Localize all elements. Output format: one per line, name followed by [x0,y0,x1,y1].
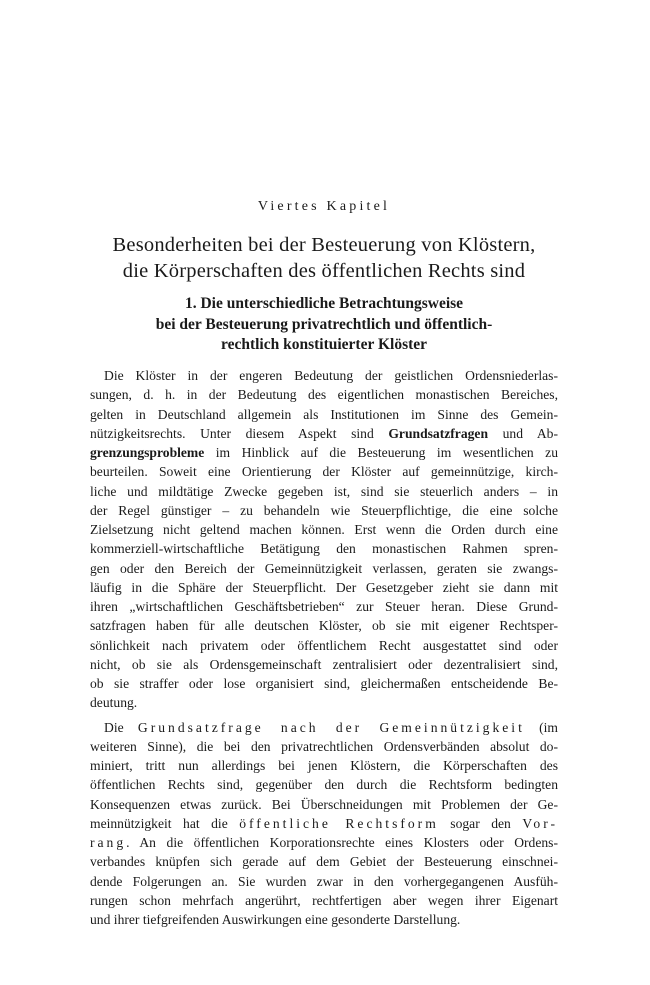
text-line [90,443,558,462]
chapter-label: Viertes Kapitel [257,199,391,214]
text-line: Zielsetzung nicht geltend machen können. Erst wenn die Orden durch eine [90,522,558,537]
text-line: läufig in die Sphäre der Steuerpflicht. Der Gesetzgeber zieht sie dann mit [90,579,558,595]
text-fragment: Die [104,719,138,735]
text-line: nicht, ob sie als Ordensgemeinschaft zentralisiert oder dezentralisiert sind, [90,656,558,672]
spaced-term: öffentliche Rechtsform [239,815,439,831]
text-line: satzfragen haben für alle deutschen Klöster, ob sie mit eigener Rechtsper- [90,618,558,634]
bold-term: Grundsatzfragen [388,425,489,441]
text-line: ihren „wirtschaftlichen Geschäftsbetrieben“ zur Steuer heran. Diese Grund- [90,599,558,614]
text-line: beurteilen. Soweit eine Orientierung der Klöster auf gemeinnützige, kirch- [90,464,558,480]
text-fragment: sogar den [438,815,523,831]
text-line: und ihrer tiefgreifenden Auswirkungen eine gesonderte Darstellung. [90,912,461,927]
spaced-term: rang [90,835,127,850]
section-heading-line: rechtlich konstituierter Klöster [220,336,428,353]
text-line [90,718,558,737]
text-line: der Regel günstiger – zu behandeln wie Steuerpflichtige, die eine solche [90,502,558,518]
chapter-title-line: Besonderheiten bei der Besteuerung von Klöstern, [112,234,536,256]
paragraph-1 [90,366,558,713]
text-line: gen oder den Bereich der Gemeinnützigkeit verlassen, geraten sie zwangs- [90,560,558,576]
text-line: miniert, tritt nun allerdings bei jenen Klöstern, die Körperschaften des [90,758,558,773]
spaced-term: Grundsatzfrage nach der Gemeinnützigkeit [137,719,525,735]
text-line: liche und mildtätige Zwecke gegeben ist, sind sie steuerlich anders – in [90,483,558,499]
text-line: rungen schon mehrfach angerührt, rechtfertigen aber wegen ihrer Eigenart [90,892,558,908]
chapter-title [90,232,558,284]
spaced-term: Vor- [522,815,558,831]
bold-term: grenzungsprobleme [90,445,205,460]
text-fragment: (im [524,719,558,735]
text-line: Die Klöster in der engeren Bedeutung der geistlichen Ordensniederlas- [104,368,558,383]
text-line: deutung. [90,695,138,711]
body-text [90,366,558,929]
text-fragment: und Ab- [488,425,558,441]
text-line: sönlichkeit nach privatem oder öffentlichem Recht ausgestattet sind oder [90,637,558,653]
text-line: weiteren Sinne), die bei den privatrechtlichen Ordensverbänden absolut do- [90,738,558,754]
text-line [90,424,558,443]
text-fragment: . An die öffentlichen Korporationsrechte eines Klosters oder Ordens- [126,835,558,850]
text-line: kommerziell-wirtschaftliche Betätigung den monastischen Rahmen spren- [90,541,558,557]
text-line [90,833,558,852]
chapter-title-line: die Körperschaften des öffentlichen Rechts sind [122,260,526,282]
text-line: verbandes knüpfen sich gerade auf dem Gebiet der Besteuerung einschnei- [90,854,558,870]
section-heading-line: 1. Die unterschiedliche Betrachtungsweise [184,295,464,312]
text-line: ob sie straffer oder lose organisiert sind, gleichermaßen entscheidende Be- [90,676,558,691]
paragraph-2 [90,718,558,930]
text-line: Konsequenzen etwas zurück. Bei Überschneidungen mit Problemen der Ge- [90,796,558,812]
text-line [90,814,558,833]
text-line: gelten in Deutschland allgemein als Institutionen im Sinne des Gemein- [90,406,558,422]
section-heading-line: bei der Besteuerung privatrechtlich und öffentlich- [155,315,493,333]
text-fragment: nützigkeitsrechts. Unter diesem Aspekt sind [90,425,389,441]
book-page [90,0,558,985]
text-line: öffentlichen Rechts sind, gegenüber den durch die Rechtsform bedingten [90,777,558,793]
section-heading [90,294,558,356]
text-line: dende Folgerungen an. Sie wurden zwar in den vorhergegangenen Ausfüh- [90,873,558,889]
text-fragment: im Hinblick auf die Besteuerung im wesentlichen zu [204,445,558,460]
text-line: sungen, d. h. in der Bedeutung des eigentlichen monastischen Bereiches, [90,387,558,403]
text-fragment: meinnützigkeit hat die [90,815,240,831]
